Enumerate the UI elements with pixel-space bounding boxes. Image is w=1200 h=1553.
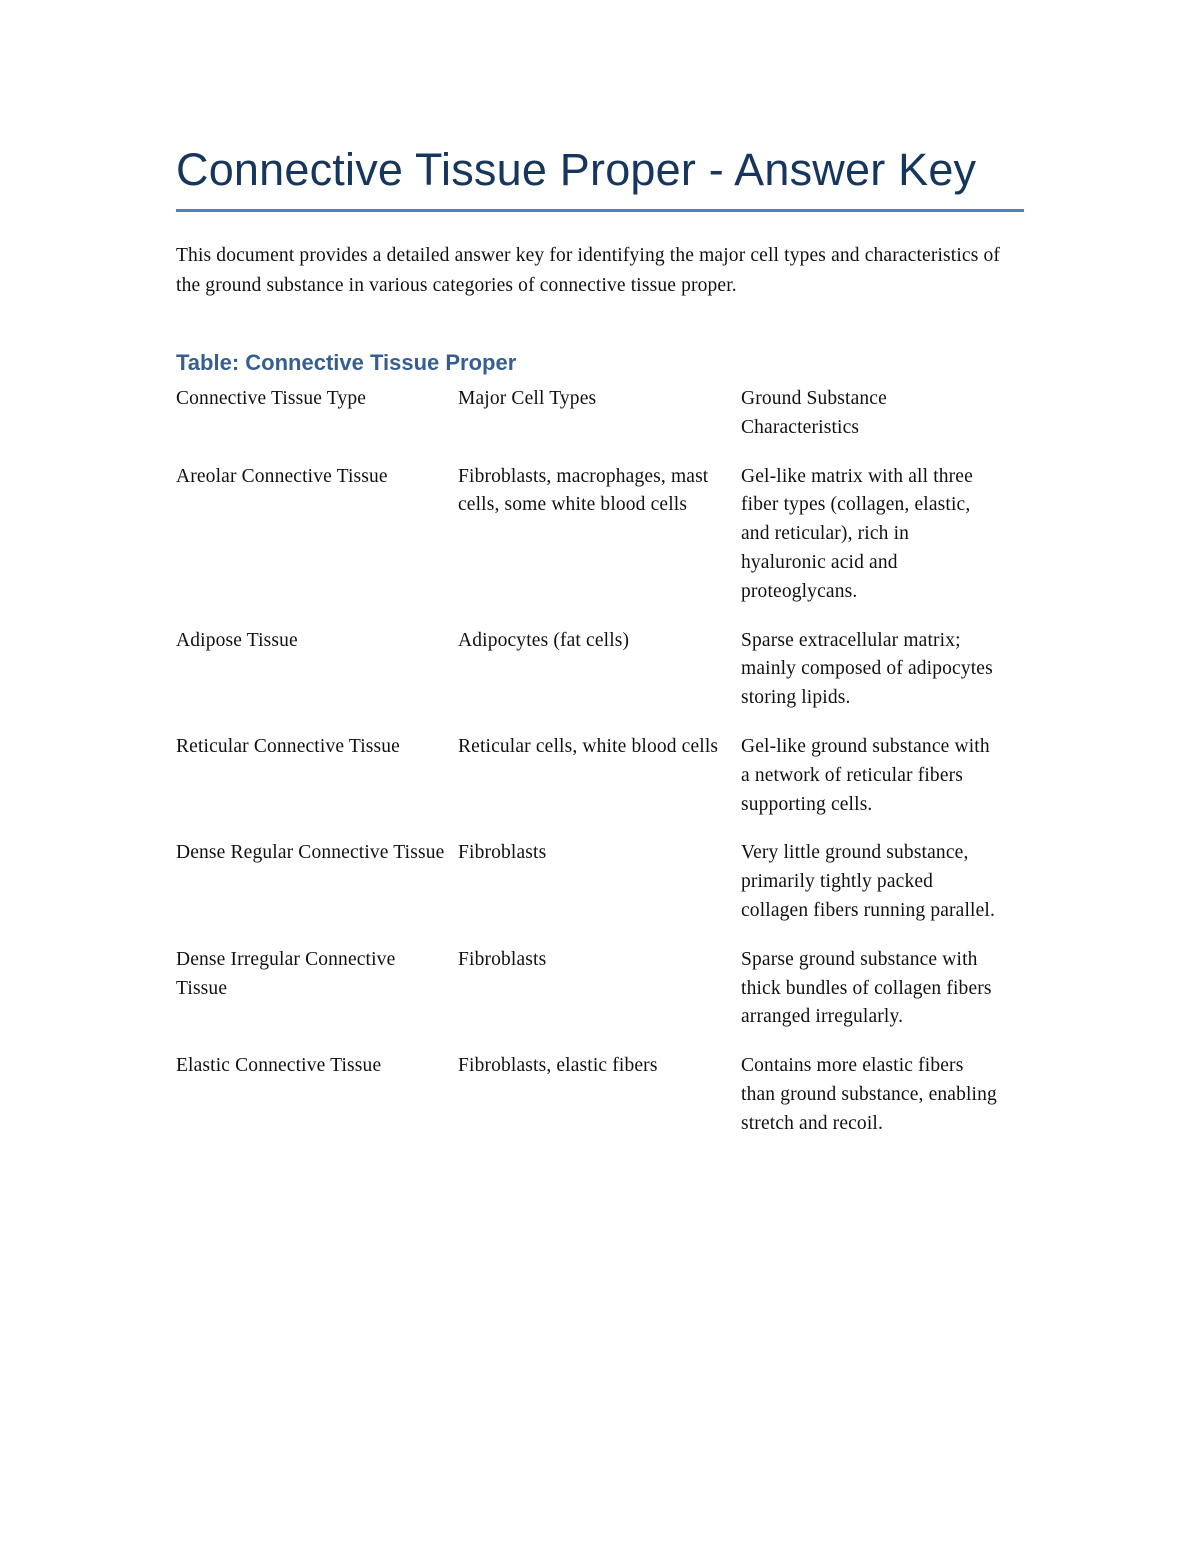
column-header: Major Cell Types	[458, 388, 597, 409]
table-heading: Table: Connective Tissue Proper	[176, 350, 517, 375]
ground-substance-cell: Gel-like matrix with all three fiber types (collagen, elastic, and reticular), rich in hyaluronic acid and proteoglycans.	[741, 465, 973, 602]
cell-types-cell: Fibroblasts, macrophages, mast cells, some white blood cells	[458, 465, 709, 516]
table-row	[170, 627, 1003, 733]
table-row	[170, 839, 1003, 945]
cell-types-cell: Fibroblasts, elastic fibers	[458, 1055, 658, 1077]
ground-substance-cell: Gel-like ground substance with a network of reticular fibers supporting cells.	[741, 735, 990, 815]
cell-types-cell: Reticular cells, white blood cells	[458, 735, 719, 757]
connective-tissue-table	[170, 385, 1003, 1159]
column-header: Ground Substance Characteristics	[741, 388, 887, 438]
table-row	[170, 1052, 1003, 1158]
intro-paragraph: This document provides a detailed answer key for identifying the major cell types and characteristics of the ground substance in various categories of connective tissue proper.	[176, 245, 1001, 296]
table-row	[170, 463, 1003, 627]
document-title: Connective Tissue Proper - Answer Key	[176, 144, 977, 195]
tissue-type-cell: Dense Irregular Connective Tissue	[176, 948, 396, 999]
title-underline	[176, 209, 1024, 212]
tissue-type-cell: Reticular Connective Tissue	[176, 735, 400, 757]
column-header: Connective Tissue Type	[176, 388, 367, 409]
tissue-type-cell: Areolar Connective Tissue	[176, 465, 388, 487]
table-header-row	[170, 385, 1003, 463]
cell-types-cell: Fibroblasts	[458, 948, 547, 970]
table-row	[170, 946, 1003, 1052]
cell-types-cell: Adipocytes (fat cells)	[458, 629, 630, 651]
table-row	[170, 733, 1003, 839]
tissue-type-cell: Elastic Connective Tissue	[176, 1055, 382, 1077]
tissue-type-cell: Dense Regular Connective Tissue	[176, 842, 445, 864]
cell-types-cell: Fibroblasts	[458, 842, 547, 864]
ground-substance-cell: Very little ground substance, primarily tightly packed collagen fibers running parallel.	[741, 842, 996, 921]
ground-substance-cell: Sparse ground substance with thick bundles of collagen fibers arranged irregularly.	[741, 948, 992, 1028]
tissue-type-cell: Adipose Tissue	[176, 629, 298, 651]
ground-substance-cell: Sparse extracellular matrix; mainly composed of adipocytes storing lipids.	[741, 629, 993, 709]
ground-substance-cell: Contains more elastic fibers than ground substance, enabling stretch and recoil.	[741, 1055, 997, 1134]
